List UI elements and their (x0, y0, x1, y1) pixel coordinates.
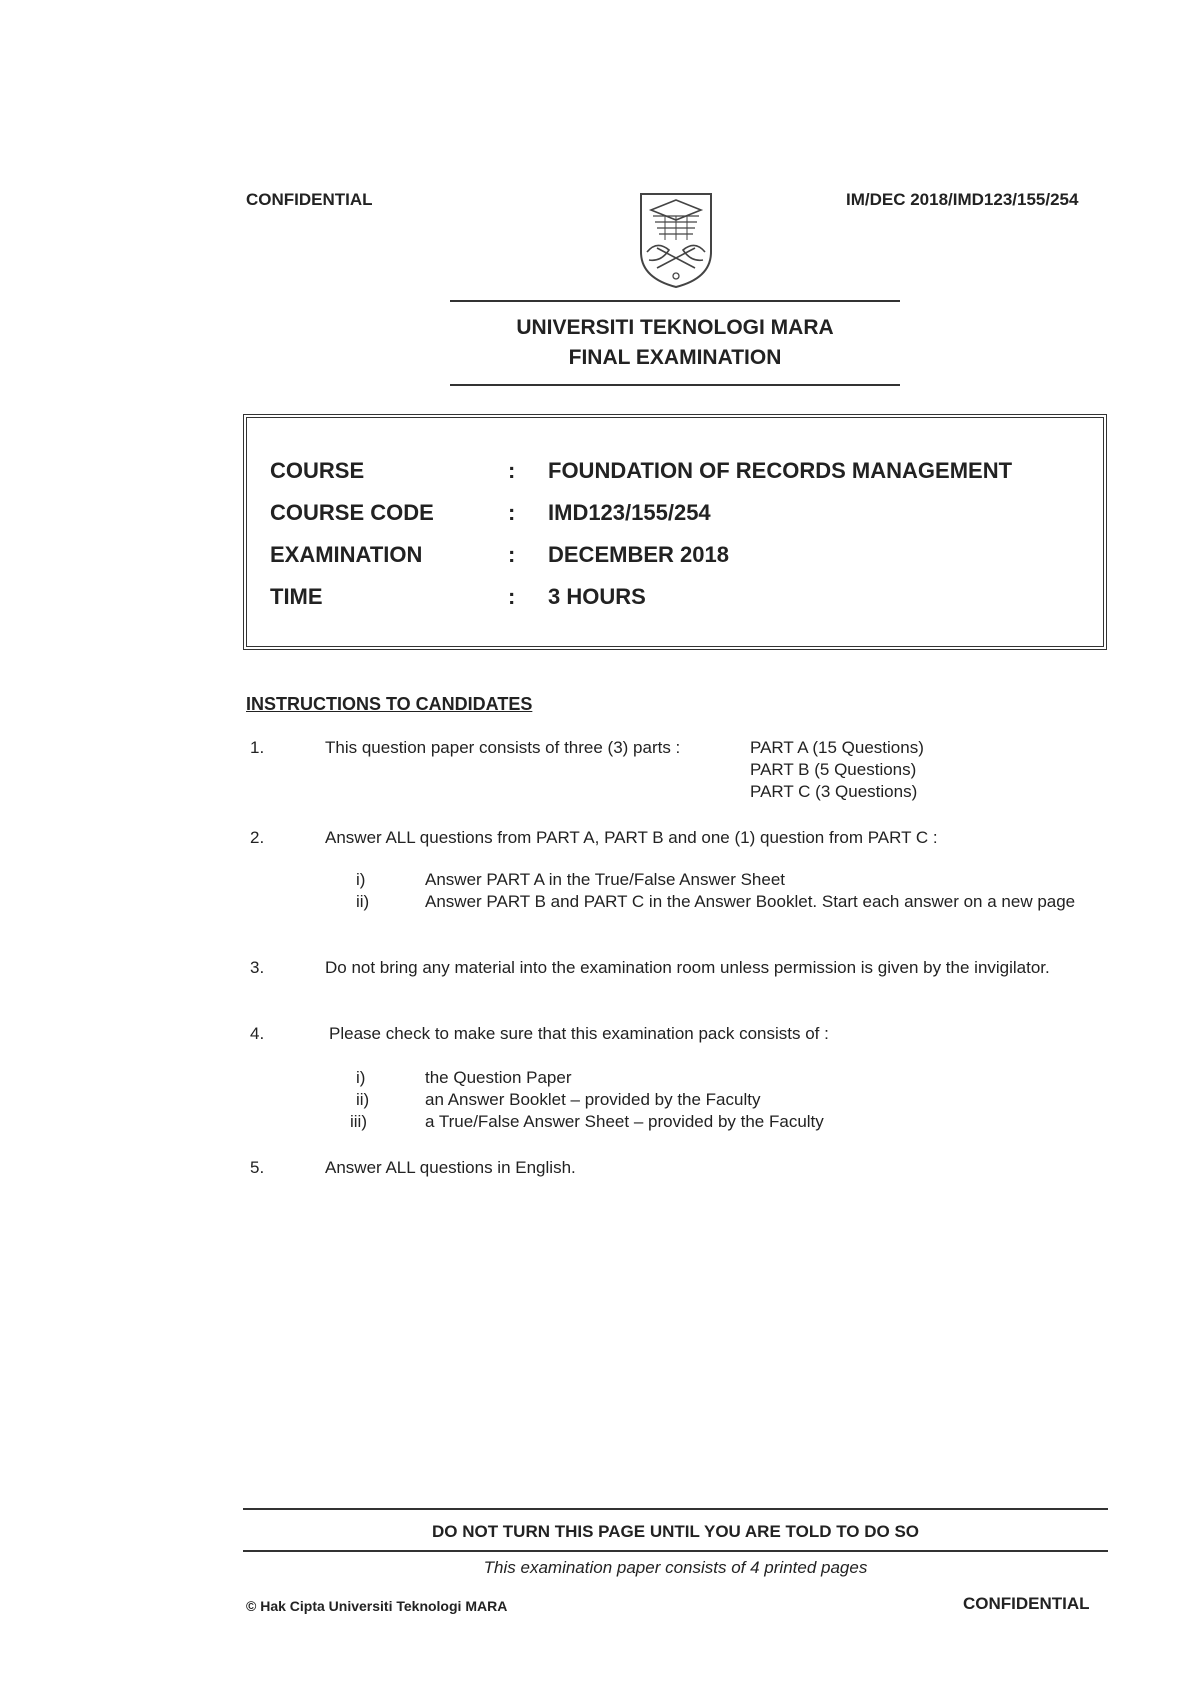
sub-item-text: Answer PART B and PART C in the Answer Booklet. Start each answer on a new page (425, 892, 1076, 911)
examination-colon: : (508, 542, 516, 567)
course-label: COURSE (270, 458, 365, 483)
instruction-text: Answer ALL questions in English. (325, 1158, 576, 1177)
sub-item-number: ii) (356, 1090, 370, 1109)
part-c-label: PART C (3 Questions) (750, 782, 918, 801)
confidential-footer: CONFIDENTIAL (963, 1594, 1090, 1613)
instruction-number: 3. (250, 958, 265, 977)
sub-item-text: Answer PART A in the True/False Answer Sheet (425, 870, 786, 889)
time-colon: : (508, 584, 516, 609)
instructions-heading: INSTRUCTIONS TO CANDIDATES (246, 694, 533, 714)
examination-value: DECEMBER 2018 (548, 542, 729, 567)
instruction-text: Do not bring any material into the examination room unless permission is given by the invigilator. (325, 958, 1050, 977)
sub-item-text: an Answer Booklet – provided by the Faculty (425, 1090, 761, 1109)
part-a-label: PART A (15 Questions) (750, 738, 924, 757)
sub-item-number: i) (356, 870, 366, 889)
course-code-colon: : (508, 500, 516, 525)
instruction-text: Please check to make sure that this examination pack consists of : (329, 1024, 829, 1043)
university-name: UNIVERSITI TEKNOLOGI MARA (516, 316, 834, 339)
exam-code-header: IM/DEC 2018/IMD123/155/254 (846, 190, 1079, 209)
exam-title: FINAL EXAMINATION (568, 346, 782, 369)
sub-item-text: the Question Paper (425, 1068, 572, 1087)
examination-label: EXAMINATION (270, 542, 423, 567)
title-bottom-rule (450, 384, 900, 386)
page-count-note: This examination paper consists of 4 printed pages (483, 1558, 868, 1577)
sub-item-number: i) (356, 1068, 366, 1087)
title-top-rule (450, 300, 900, 302)
course-value: FOUNDATION OF RECORDS MANAGEMENT (548, 458, 1013, 483)
instruction-number: 4. (250, 1024, 265, 1043)
sub-item-number: iii) (350, 1112, 367, 1131)
course-code-label: COURSE CODE (270, 500, 434, 525)
time-value: 3 HOURS (548, 584, 646, 609)
instruction-text: This question paper consists of three (3) parts : (325, 738, 681, 757)
instruction-number: 5. (250, 1158, 265, 1177)
instruction-text: Answer ALL questions from PART A, PART B and one (1) question from PART C : (325, 828, 938, 847)
course-info-box (243, 414, 1107, 650)
confidential-header-left: CONFIDENTIAL (246, 190, 373, 209)
copyright-notice: © Hak Cipta Universiti Teknologi MARA (246, 1598, 508, 1614)
part-b-label: PART B (5 Questions) (750, 760, 917, 779)
instruction-number: 1. (250, 738, 265, 757)
footer-bottom-rule (243, 1550, 1108, 1552)
sub-item-text: a True/False Answer Sheet – provided by the Faculty (425, 1112, 824, 1131)
university-crest-logo (635, 190, 717, 290)
time-label: TIME (270, 584, 323, 609)
instruction-number: 2. (250, 828, 265, 847)
course-code-value: IMD123/155/254 (548, 500, 711, 525)
sub-item-number: ii) (356, 892, 370, 911)
do-not-turn-warning: DO NOT TURN THIS PAGE UNTIL YOU ARE TOLD TO DO SO (431, 1522, 920, 1541)
course-colon: : (508, 458, 516, 483)
footer-top-rule (243, 1508, 1108, 1510)
